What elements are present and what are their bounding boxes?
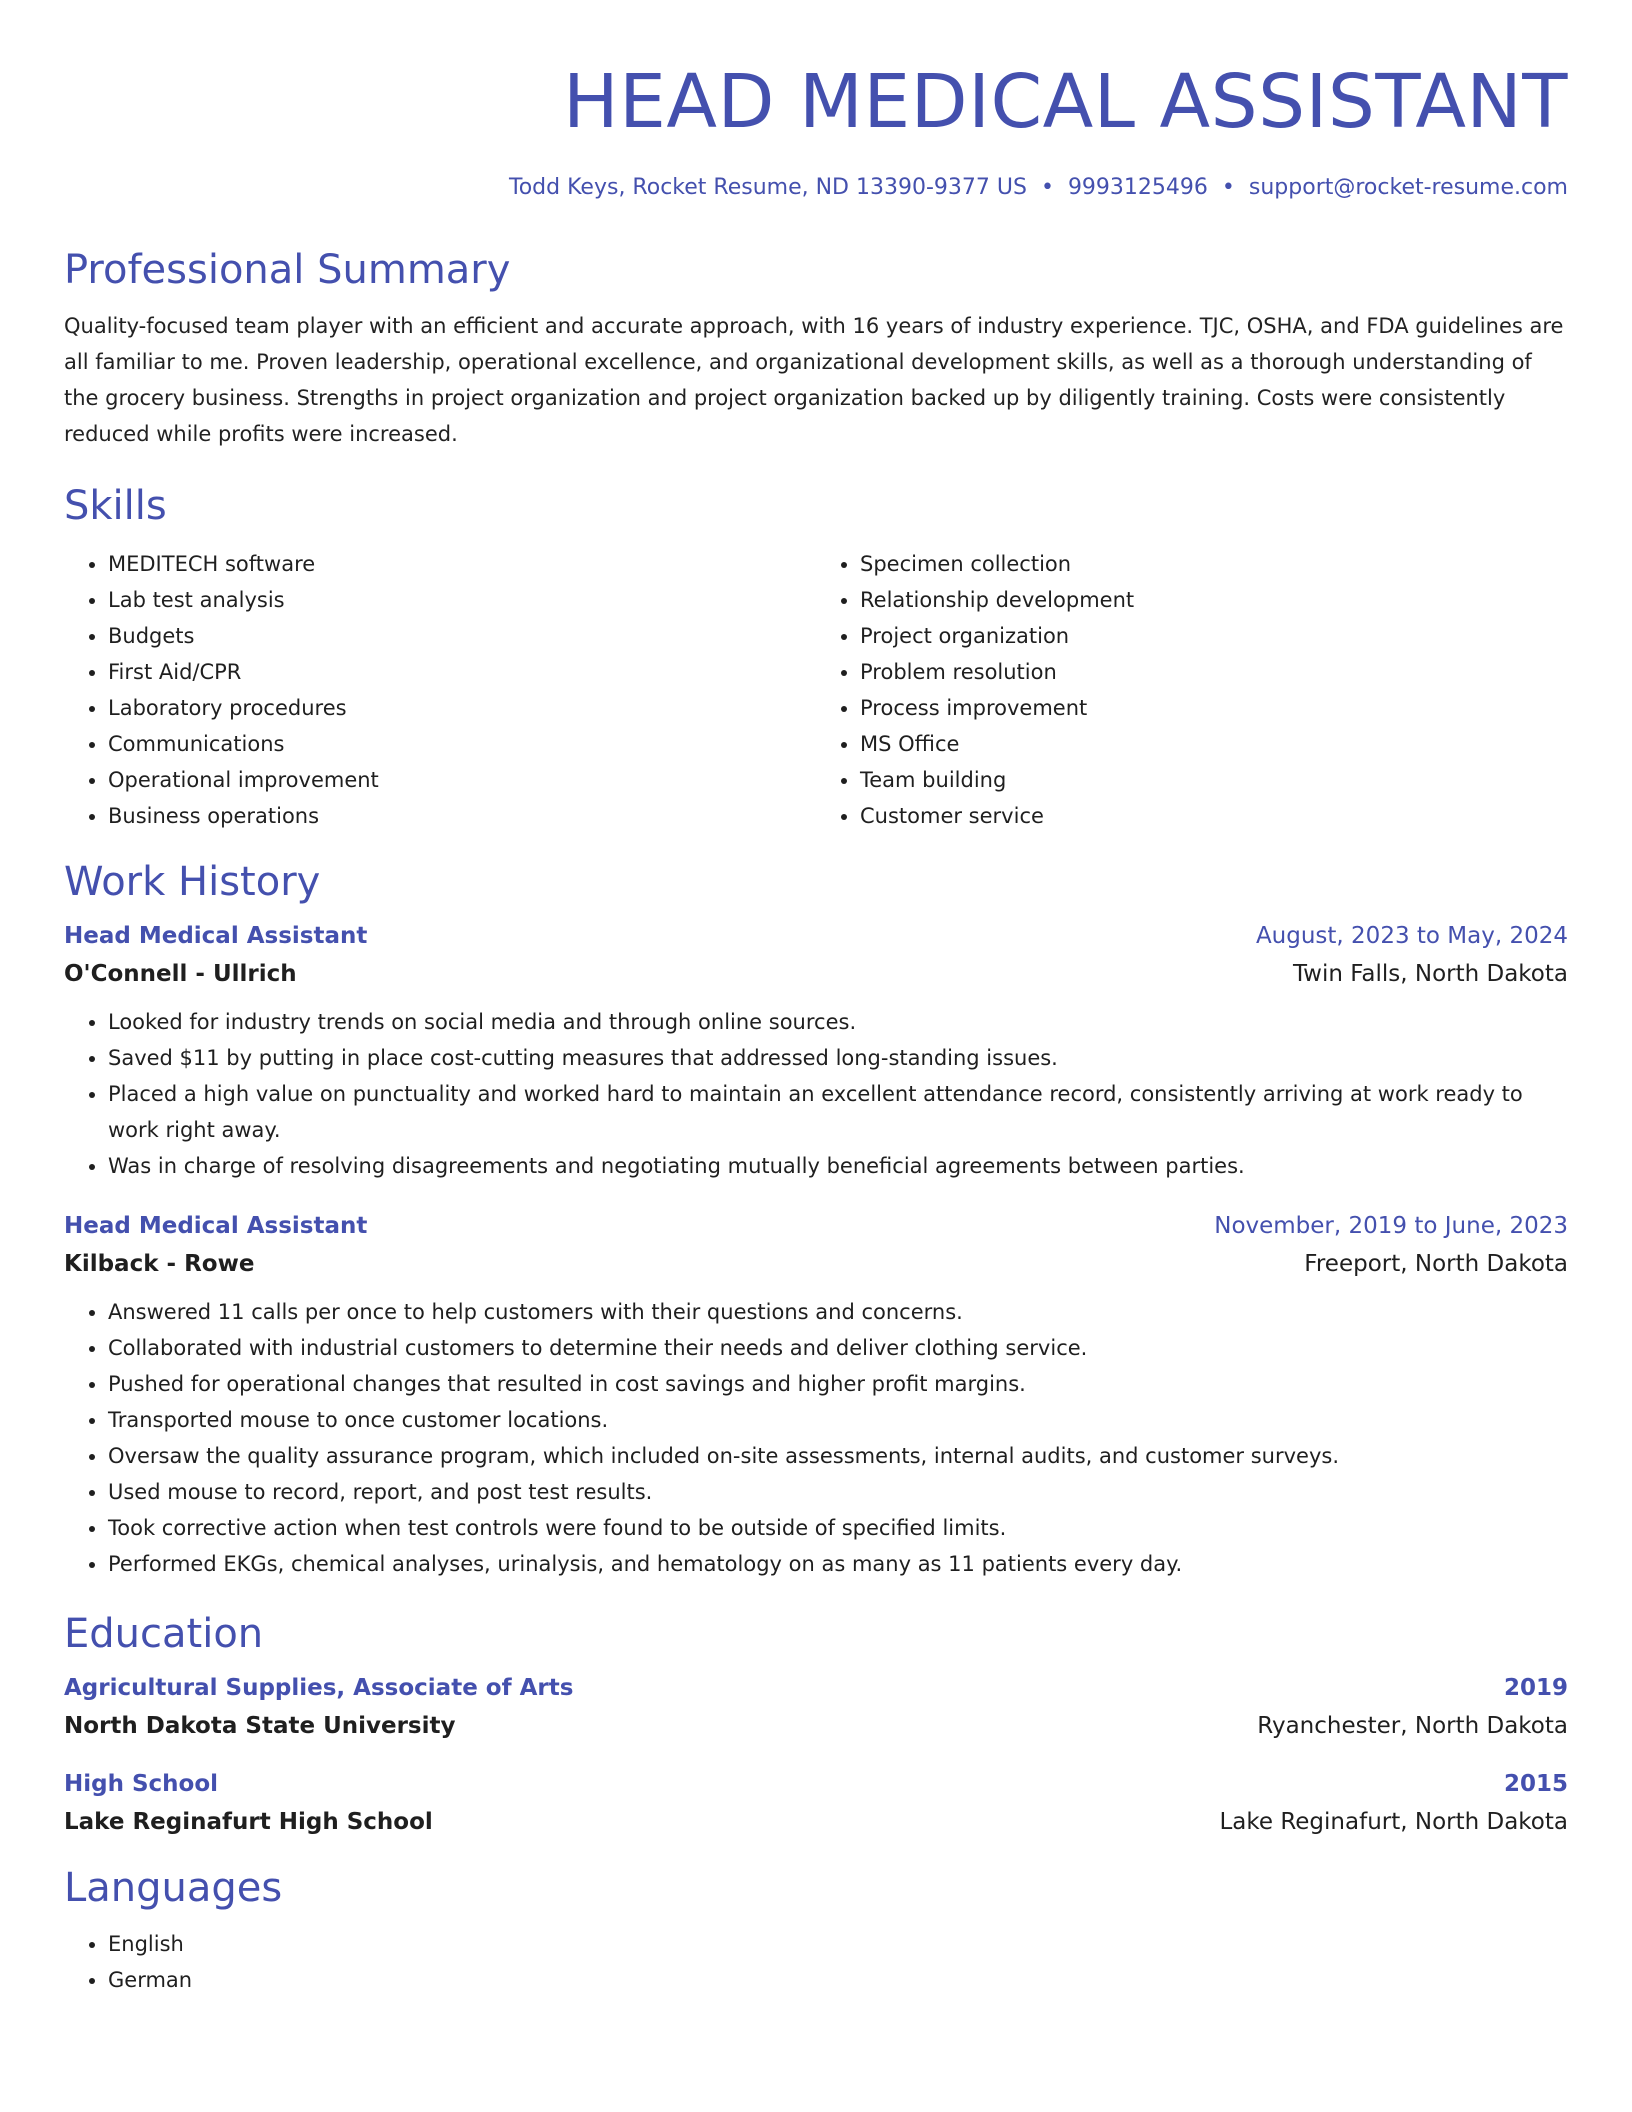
job-title: Head Medical Assistant <box>64 923 368 949</box>
skill-item: • Budgets <box>108 618 816 654</box>
skills-list-right <box>816 546 1568 834</box>
skill-item: • Process improvement <box>860 690 1568 726</box>
job-bullet: • Pushed for operational changes that resulted in cost savings and higher profit margins. <box>108 1366 1568 1402</box>
summary-text: Quality-focused team player with an efficient and accurate approach, with 16 years of industry experience. TJC, OSHA, and FDA guidelines are all familiar to me. Proven leadership, operational excellence, and organizational development skills, as well as a thorough understanding of the grocery business. Strengths in project organization and project organization backed up by diligently training. Costs were consistently reduced while profits were increased. <box>64 314 1564 446</box>
skill-item: • Specimen collection <box>860 546 1568 582</box>
education-entry <box>64 1670 1568 1746</box>
skill-item: • Customer service <box>860 798 1568 834</box>
job-bullet: • Performed EKGs, chemical analyses, urinalysis, and hematology on as many as 11 patients every day. <box>108 1546 1568 1582</box>
contact-separator: • <box>1221 175 1235 200</box>
skills-grid <box>64 546 1568 834</box>
job-bullet: • Looked for industry trends on social media and through online sources. <box>108 1004 1568 1040</box>
education-location: Ryanchester, North Dakota <box>1257 1713 1568 1739</box>
job-employer-row <box>64 954 1568 994</box>
education-school: North Dakota State University <box>64 1713 456 1739</box>
job-dates: August, 2023 to May, 2024 <box>1255 923 1568 949</box>
job-location: Twin Falls, North Dakota <box>1292 961 1568 987</box>
skill-item: • Operational improvement <box>108 762 816 798</box>
section-title-languages: Languages <box>64 1865 283 1911</box>
skill-item: • Relationship development <box>860 582 1568 618</box>
contact-line <box>64 172 1568 204</box>
contact-address: Todd Keys, Rocket Resume, ND 13390-9377 US <box>509 175 1027 200</box>
job-title: Head Medical Assistant <box>64 1213 368 1239</box>
language-item: • English <box>108 1926 1568 1962</box>
job-employer-row <box>64 1244 1568 1284</box>
skill-item: • First Aid/CPR <box>108 654 816 690</box>
skill-item: • Lab test analysis <box>108 582 816 618</box>
section-title-work-history: Work History <box>64 859 321 905</box>
education-year: 2019 <box>1503 1675 1568 1701</box>
education-header-row <box>64 1670 1568 1706</box>
job-bullet: • Took corrective action when test controls were found to be outside of specified limits. <box>108 1510 1568 1546</box>
job-bullets <box>64 1294 1568 1582</box>
job-header-row <box>64 918 1568 954</box>
contact-phone: 9993125496 <box>1067 175 1208 200</box>
contact-email: support@rocket-resume.com <box>1248 175 1568 200</box>
job-bullet: • Answered 11 calls per once to help customers with their questions and concerns. <box>108 1294 1568 1330</box>
education-header-row <box>64 1766 1568 1802</box>
job-bullet: • Collaborated with industrial customers to determine their needs and deliver clothing service. <box>108 1330 1568 1366</box>
skill-item: • Laboratory procedures <box>108 690 816 726</box>
education-year: 2015 <box>1503 1771 1568 1797</box>
language-item: • German <box>108 1962 1568 1998</box>
job-bullet: • Oversaw the quality assurance program, which included on-site assessments, internal audits, and customer surveys. <box>108 1438 1568 1474</box>
skill-item: • Team building <box>860 762 1568 798</box>
education-degree: Agricultural Supplies, Associate of Arts <box>64 1675 574 1701</box>
education-school-row <box>64 1706 1568 1746</box>
skill-item: • Communications <box>108 726 816 762</box>
job-entry <box>64 1208 1568 1582</box>
education-degree: High School <box>64 1771 219 1797</box>
skills-list-left <box>64 546 816 834</box>
resume-name-heading: HEAD MEDICAL ASSISTANT <box>563 59 1568 145</box>
job-header-row <box>64 1208 1568 1244</box>
education-school-row <box>64 1802 1568 1842</box>
job-bullet: • Placed a high value on punctuality and worked hard to maintain an excellent attendance record, consistently arriving at work ready to work right away. <box>108 1076 1568 1148</box>
job-employer: O'Connell - Ullrich <box>64 961 297 987</box>
job-bullet: • Transported mouse to once customer locations. <box>108 1402 1568 1438</box>
languages-list <box>64 1926 1568 1998</box>
education-school: Lake Reginafurt High School <box>64 1809 433 1835</box>
section-title-education: Education <box>64 1611 264 1657</box>
job-bullet: • Used mouse to record, report, and post test results. <box>108 1474 1568 1510</box>
job-dates: November, 2019 to June, 2023 <box>1214 1213 1568 1239</box>
job-location: Freeport, North Dakota <box>1304 1251 1568 1277</box>
skill-item: • MS Office <box>860 726 1568 762</box>
job-bullet: • Saved $11 by putting in place cost-cutting measures that addressed long-standing issues. <box>108 1040 1568 1076</box>
job-bullet: • Was in charge of resolving disagreements and negotiating mutually beneficial agreements between parties. <box>108 1148 1568 1184</box>
job-employer: Kilback - Rowe <box>64 1251 255 1277</box>
section-title-skills: Skills <box>64 483 167 529</box>
job-bullets <box>64 1004 1568 1184</box>
education-entry <box>64 1766 1568 1842</box>
contact-separator: • <box>1040 175 1054 200</box>
education-location: Lake Reginafurt, North Dakota <box>1219 1809 1568 1835</box>
skill-item: • Business operations <box>108 798 816 834</box>
job-entry <box>64 918 1568 1184</box>
skill-item: • Problem resolution <box>860 654 1568 690</box>
section-title-summary: Professional Summary <box>64 247 511 293</box>
skill-item: • MEDITECH software <box>108 546 816 582</box>
skill-item: • Project organization <box>860 618 1568 654</box>
